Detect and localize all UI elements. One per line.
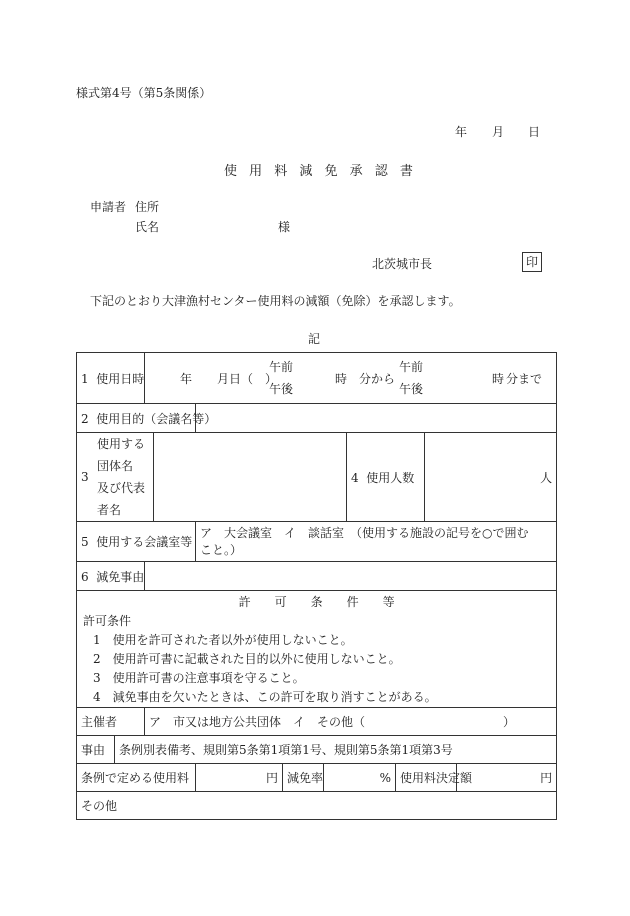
end-hour: 時 [492,371,505,386]
date-year-label: 年 [455,125,468,139]
attendee-count-label-cell [347,433,425,522]
name-label: 氏名 [135,220,160,234]
reason-label: 事由 [77,736,115,764]
organizer-options-close: ） [503,715,516,729]
percent-unit: % [379,770,392,785]
end-am: 午前 [399,360,424,374]
attendee-count-label: 使用人数 [366,470,415,485]
end-pm: 午後 [399,382,424,396]
issuer-name: 北茨城市長 [372,257,433,271]
usage-purpose-field[interactable] [196,404,557,433]
condition-item: 3 使用許可書の注意事項を守ること。 [93,670,305,685]
row-number: 1 [81,371,89,386]
datetime-year: 年 [180,371,193,386]
organizer-label: 主催者 [77,708,145,736]
organizer-options[interactable] [145,708,557,736]
applicant-label: 申請者 [90,200,127,214]
reduction-reason-label: 減免事由 [96,569,145,584]
datetime-month: 月 [217,371,230,386]
meeting-room-label-cell [77,522,196,562]
organization-field[interactable] [154,433,347,522]
attendee-count-field[interactable] [425,433,557,522]
usage-datetime-field[interactable] [145,353,557,404]
reduction-rate-field[interactable] [324,764,396,792]
organization-label-line1: 使用する団体名 [97,437,146,473]
row-number: 6 [81,569,89,584]
document-title: 使 用 料 減 免 承 認 書 [224,164,417,179]
condition-item: 1 使用を許可された者以外が使用しないこと。 [93,632,353,647]
meeting-room-options[interactable] [196,522,557,562]
reduction-reason-field[interactable] [145,562,557,591]
usage-purpose-label: 使用目的（会議名等） [96,411,217,426]
row-organization [77,433,557,522]
attendee-unit: 人 [540,470,553,485]
reduction-rate-label: 減免率 [283,764,324,792]
other-label[interactable]: その他 [77,792,557,820]
row-usage-purpose [77,404,557,433]
condition-item: 4 減免事由を欠いたときは、この許可を取り消すことがある。 [93,689,437,704]
end-minute: 分まで [506,371,543,386]
row-reason [77,736,557,764]
usage-form-table [76,352,557,820]
fee-label: 条例で定める使用料 [77,764,196,792]
date-month-label: 月 [492,125,505,139]
date-day-label: 日 [528,125,541,139]
row-fees [77,764,557,792]
reduction-reason-label-cell [77,562,145,591]
datetime-day: 日（ ） [229,371,278,386]
organization-label-cell [77,433,154,522]
decided-fee-label: 使用料決定額 [396,764,457,792]
permission-subheading: 許可条件 [83,613,132,628]
start-am: 午前 [269,360,294,374]
reason-text: 条例別表備考、規則第5条第1項第1号、規則第5条第1項第3号 [115,736,557,764]
row-number: 2 [81,411,89,426]
meeting-room-label: 使用する会議室等 [96,535,193,549]
honorific: 様 [278,220,291,234]
row-number: 3 [81,470,89,484]
usage-purpose-label-cell [77,404,217,433]
row-usage-datetime [77,353,557,404]
form-number: 様式第4号（第5条関係） [76,86,212,100]
row-other [77,792,557,820]
permission-heading: 許 可 条 件 等 [238,594,395,609]
organization-label-line2: 及び代表者名 [97,481,146,517]
row-number: 4 [351,470,359,485]
end-ampm [395,356,433,400]
row-meeting-room [77,522,557,562]
permission-conditions-cell [77,591,557,708]
fee-yen-unit: 円 [266,771,279,785]
usage-datetime-label-cell [77,353,145,404]
meeting-room-options-line1: ア 大会議室 イ 談話室 （使用する施設の記号を○で囲む [200,525,529,540]
decided-yen-unit: 円 [540,771,553,785]
row-permission-conditions [77,591,557,708]
start-pm: 午後 [269,382,294,396]
start-ampm [265,356,297,400]
address-label: 住所 [135,200,160,214]
fee-field[interactable] [196,764,283,792]
row-number: 5 [81,535,89,549]
meeting-room-options-line2: こと。） [200,542,243,557]
ki-label: 記 [308,332,321,346]
start-hour: 時 [335,371,348,386]
condition-item: 2 使用許可書に記載された目的以外に使用しないこと。 [93,651,401,666]
organizer-options-text: ア 市又は地方公共団体 イ その他（ [149,715,366,729]
body-text: 下記のとおり大津漁村センター使用料の減額（免除）を承認します。 [90,294,461,308]
row-reduction-reason [77,562,557,591]
seal-stamp: 印 [522,252,542,272]
row-organizer [77,708,557,736]
start-minute: 分から [359,371,396,386]
usage-datetime-label: 使用日時 [96,371,145,386]
